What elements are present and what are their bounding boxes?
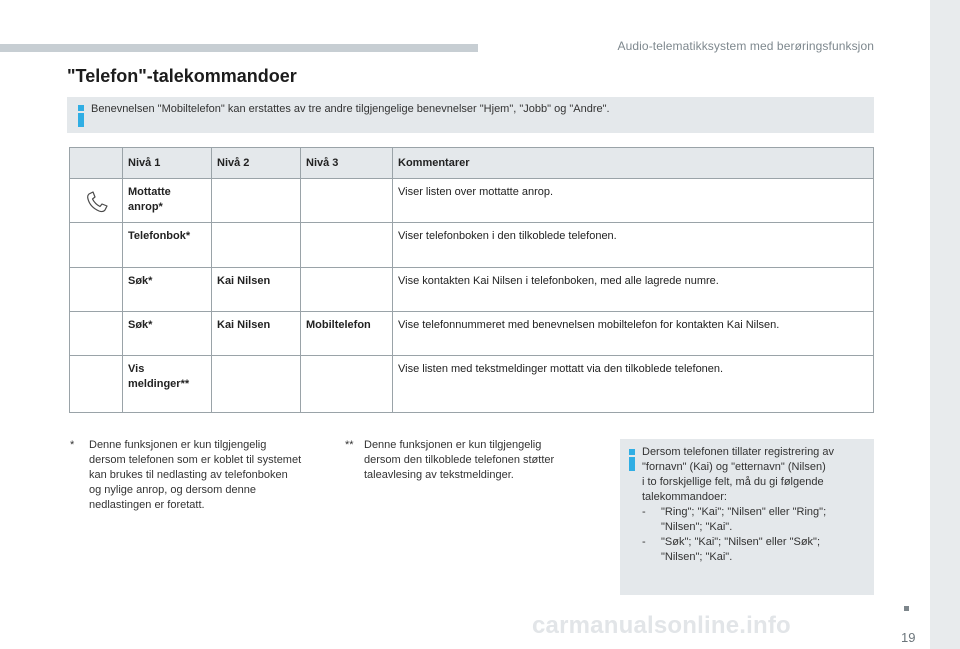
note-line: i to forskjellige felt, må du gi følgende xyxy=(642,476,824,488)
row-level1: anrop* xyxy=(128,201,163,213)
footnote-line: dersom telefonen som er koblet til systemet xyxy=(89,454,302,466)
watermark: carmanualsonline.info xyxy=(532,612,791,639)
row-level2: Kai Nilsen xyxy=(211,312,300,355)
header-level3: Nivå 3 xyxy=(300,148,392,178)
note-line: Dersom telefonen tillater registrering av xyxy=(642,446,834,458)
list-item: - "Ring"; "Kai"; "Nilsen" eller "Ring"; "Nilsen"; "Kai". xyxy=(642,506,827,533)
row-level2 xyxy=(211,179,300,222)
page-title: "Telefon"-talekommandoer xyxy=(67,66,297,86)
table-row xyxy=(70,179,873,223)
footnote-line: kan brukes til nedlasting av telefonboken xyxy=(89,469,288,481)
footnote-mark: ** xyxy=(345,439,354,451)
table-row xyxy=(70,268,873,312)
page-end-marker xyxy=(904,606,909,611)
table-row xyxy=(70,356,873,412)
table-row xyxy=(70,312,873,356)
row-level1: meldinger** xyxy=(128,378,190,390)
row-comment: Vise kontakten Kai Nilsen i telefonboken, med alle lagrede numre. xyxy=(392,268,873,311)
row-level1: Vis xyxy=(128,363,145,375)
phone-handset-icon xyxy=(84,189,110,215)
row-comment: Viser telefonboken i den tilkoblede telefonen. xyxy=(392,223,873,267)
page-number: 19 xyxy=(901,630,916,645)
row-level3: Mobiltelefon xyxy=(300,312,392,355)
footnote-line: og nylige anrop, og dersom denne xyxy=(89,484,256,496)
voice-command-table xyxy=(69,147,874,413)
footnote-line: Denne funksjonen er kun tilgjengelig xyxy=(89,439,267,451)
row-comment: Vise listen med tekstmeldinger mottatt via den tilkoblede telefonen. xyxy=(392,356,873,412)
row-level3 xyxy=(300,268,392,311)
running-header: Audio-telematikksystem med berøringsfunksjon xyxy=(617,39,874,53)
row-level1: Søk* xyxy=(128,319,153,331)
header-level1: Nivå 1 xyxy=(122,148,211,178)
footnote-line: nedlastingen er foretatt. xyxy=(89,499,205,511)
row-level1: Mottatte xyxy=(128,186,171,198)
row-level3 xyxy=(300,179,392,222)
info-icon xyxy=(629,449,636,471)
row-level2 xyxy=(211,223,300,267)
note-line: talekommandoer: xyxy=(642,491,727,503)
footnote-line: Denne funksjonen er kun tilgjengelig xyxy=(364,439,542,451)
top-rule xyxy=(0,44,478,52)
table-row xyxy=(70,223,873,268)
header-level2: Nivå 2 xyxy=(211,148,300,178)
row-comment: Vise telefonnummeret med benevnelsen mobiltelefon for kontakten Kai Nilsen. xyxy=(392,312,873,355)
footnote-line: dersom den tilkoblede telefonen støtter xyxy=(364,454,555,466)
footnote-line: taleavlesing av tekstmeldinger. xyxy=(364,469,514,481)
row-comment: Viser listen over mottatte anrop. xyxy=(392,179,873,222)
row-level1: Søk* xyxy=(128,275,153,287)
table-header xyxy=(70,148,873,179)
header-comments: Kommentarer xyxy=(392,148,873,178)
info-note-text: Benevnelsen "Mobiltelefon" kan erstattes av tre andre tilgjengelige benevnelser "Hjem", "Jobb" og "Andre". xyxy=(91,103,610,115)
footnote-double-star xyxy=(345,438,610,488)
row-level3 xyxy=(300,223,392,267)
info-note-top xyxy=(67,97,874,133)
info-icon xyxy=(78,105,85,127)
page-edge-band xyxy=(930,0,960,649)
row-level2: Kai Nilsen xyxy=(211,268,300,311)
row-level3 xyxy=(300,356,392,412)
row-level2 xyxy=(211,356,300,412)
note-line: "fornavn" (Kai) og "etternavn" (Nilsen) xyxy=(642,461,826,473)
list-item: - "Søk"; "Kai"; "Nilsen" eller "Søk"; "Nilsen"; "Kai". xyxy=(642,536,820,563)
footnote-single-star xyxy=(70,438,340,518)
footnote-mark: * xyxy=(70,439,75,451)
info-note-right xyxy=(620,439,874,595)
row-level1: Telefonbok* xyxy=(128,230,191,242)
